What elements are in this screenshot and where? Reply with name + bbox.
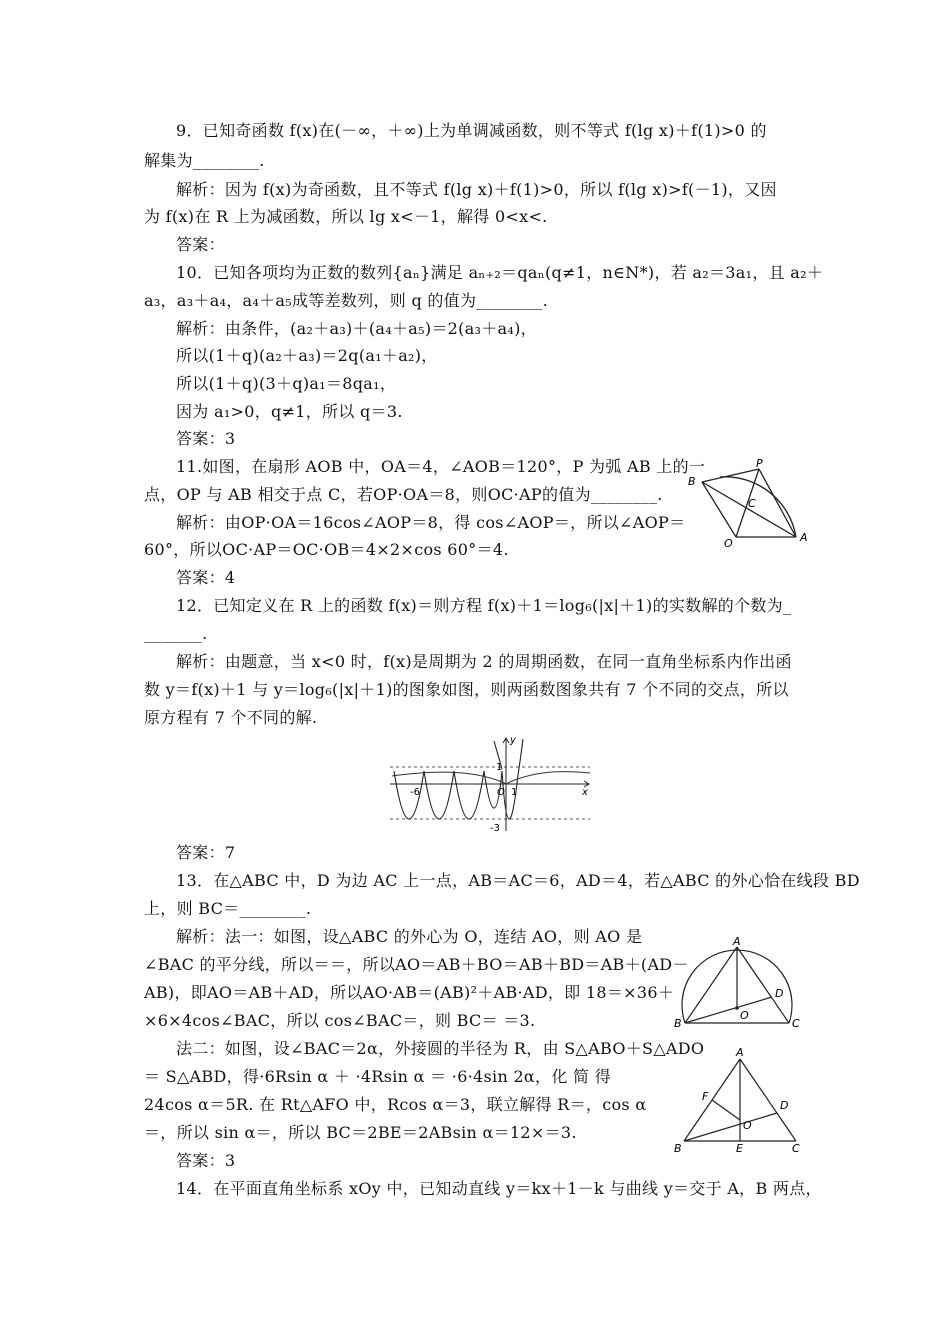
- problem-13-method1-cont: AB)，即AO＝AB＋AD，所以AO·AB＝(AB)²＋AB·AD，即 18＝×36＋: [144, 983, 675, 1002]
- problem-10-stem: 10．已知各项均为正数的数列{aₙ}满足 aₙ₊₂＝qaₙ(q≠1，n∈N*)，若 a₂＝3a₁，且 a₂＋: [176, 263, 824, 282]
- label-c: C: [748, 497, 756, 510]
- tick-label-neg6: -6: [410, 787, 420, 798]
- label-c: C: [792, 1142, 800, 1155]
- circumcircle-figure: [672, 935, 802, 1050]
- problem-13-method2-cont: ＝ S△ABD，得·6Rsin α ＋ ·4Rsin α ＝ ·6·4sin 2α，化 简 得: [144, 1067, 612, 1086]
- problem-13-answer: 答案：3: [176, 1151, 236, 1170]
- problem-9-stem-cont: 解集为________.: [144, 151, 265, 170]
- axis-label-y: y: [510, 735, 516, 746]
- label-d: D: [780, 1099, 789, 1112]
- problem-13-method2: 法二：如图，设∠BAC＝2α，外接圆的半径为 R，由 S△ABO＋S△ADO: [176, 1039, 705, 1058]
- label-b: B: [674, 1142, 682, 1155]
- label-a: A: [800, 531, 808, 544]
- problem-11-solution-cont: 60°，所以OC·AP＝OC·OB＝4×2×cos 60°＝4.: [144, 540, 509, 559]
- problem-13-method2-cont: ＝，所以 sin α＝，所以 BC＝2BE＝2ABsin α＝12×＝3.: [144, 1123, 577, 1142]
- label-a: A: [733, 935, 741, 948]
- problem-11-solution: 解析：由OP·OA＝16cos∠AOP＝8，得 cos∠AOP＝，所以∠AOP＝: [176, 513, 686, 532]
- axis-label-x: x: [582, 787, 588, 798]
- tick-label-neg3: -3: [490, 823, 500, 834]
- label-b: B: [688, 475, 696, 488]
- problem-10-solution-step: 所以(1＋q)(3＋q)a₁＝8qa₁，: [176, 374, 397, 393]
- problem-10-solution-step: 因为 a₁>0，q≠1，所以 q＝3.: [176, 402, 403, 421]
- problem-13-stem-cont: 上，则 BC＝________.: [144, 899, 312, 918]
- problem-14-stem: 14．在平面直角坐标系 xOy 中，已知动直线 y＝kx＋1－k 与曲线 y＝交于 A，B 两点，: [176, 1179, 822, 1198]
- tick-label-x1: 1: [511, 787, 518, 798]
- problem-12-stem-cont: _______.: [144, 624, 208, 643]
- problem-10-stem-cont: a₃，a₃＋a₄，a₄＋a₅成等差数列，则 q 的值为________.: [144, 291, 549, 310]
- label-o: O: [743, 1119, 752, 1132]
- label-p: P: [756, 457, 763, 470]
- problem-13-method2-cont: 24cos α＝5R. 在 Rt△AFO 中，Rcos α＝3，联立解得 R＝，cos α: [144, 1095, 647, 1114]
- sector-aob-figure: [680, 455, 815, 550]
- label-a: A: [736, 1046, 744, 1059]
- label-b: B: [674, 1017, 682, 1030]
- problem-12-solution-cont: 数 y＝f(x)＋1 与 y＝log₆(|x|＋1)的图象如图，则两函数图象共有 7 个不同的交点，所以: [144, 680, 789, 699]
- origin-label: O: [497, 787, 505, 798]
- problem-13-method1: 解析：法一：如图，设△ABC 的外心为 O，连结 AO，则 AO 是: [176, 927, 643, 946]
- problem-12-stem: 12．已知定义在 R 上的函数 f(x)＝则方程 f(x)＋1＝log₆(|x|＋1)的实数解的个数为_: [176, 596, 792, 615]
- label-f: F: [702, 1090, 709, 1103]
- problem-9-solution-cont: 为 f(x)在 R 上为减函数，所以 lg x<－1，解得 0<x<.: [144, 207, 548, 226]
- label-e: E: [736, 1142, 743, 1155]
- label-o: O: [724, 537, 733, 550]
- label-c: C: [792, 1017, 800, 1030]
- problem-9-stem: 9．已知奇函数 f(x)在(－∞，＋∞)上为单调减函数，则不等式 f(lg x)＋f(1)>0 的: [176, 121, 767, 140]
- label-d: D: [775, 987, 784, 1000]
- function-graph-figure: [390, 735, 600, 835]
- problem-10-solution-step: 所以(1＋q)(a₂＋a₃)＝2q(a₁＋a₂)，: [176, 346, 438, 365]
- problem-13-method1-cont: ∠BAC 的平分线，所以＝＝，所以AO＝AB＋BO＝AB＋BD＝AB＋(AD－: [144, 955, 689, 974]
- problem-10-solution: 解析：由条件，(a₂＋a₃)＋(a₄＋a₅)＝2(a₃＋a₄)，: [176, 319, 537, 338]
- problem-11-answer: 答案：4: [176, 568, 236, 587]
- problem-13-stem: 13．在△ABC 中，D 为边 AC 上一点，AB＝AC＝6，AD＝4，若△ABC 的外心恰在线段 BD: [176, 871, 860, 890]
- problem-10-answer: 答案：3: [176, 429, 236, 448]
- problem-9-answer: 答案：: [176, 235, 225, 254]
- problem-12-solution: 解析：由题意，当 x<0 时，f(x)是周期为 2 的周期函数，在同一直角坐标系内作出函: [176, 652, 792, 671]
- problem-12-solution-cont: 原方程有 7 个不同的解.: [144, 708, 318, 727]
- triangle-figure: [672, 1045, 807, 1155]
- problem-9-solution: 解析：因为 f(x)为奇函数，且不等式 f(lg x)＋f(1)>0，所以 f(lg x)>f(－1)，又因: [176, 180, 777, 199]
- problem-13-method1-cont: ×6×4cos∠BAC，所以 cos∠BAC＝，则 BC＝ ＝3.: [144, 1011, 536, 1030]
- label-o: O: [740, 1009, 749, 1022]
- problem-12-answer: 答案：7: [176, 843, 236, 862]
- tick-label-1: 1: [496, 762, 503, 773]
- problem-11-stem-cont: 点，OP 与 AB 相交于点 C，若OP·OA＝8，则OC·AP的值为________.: [144, 485, 663, 504]
- problem-11-stem: 11.如图，在扇形 AOB 中，OA＝4，∠AOB＝120°，P 为弧 AB 上的一: [176, 457, 706, 476]
